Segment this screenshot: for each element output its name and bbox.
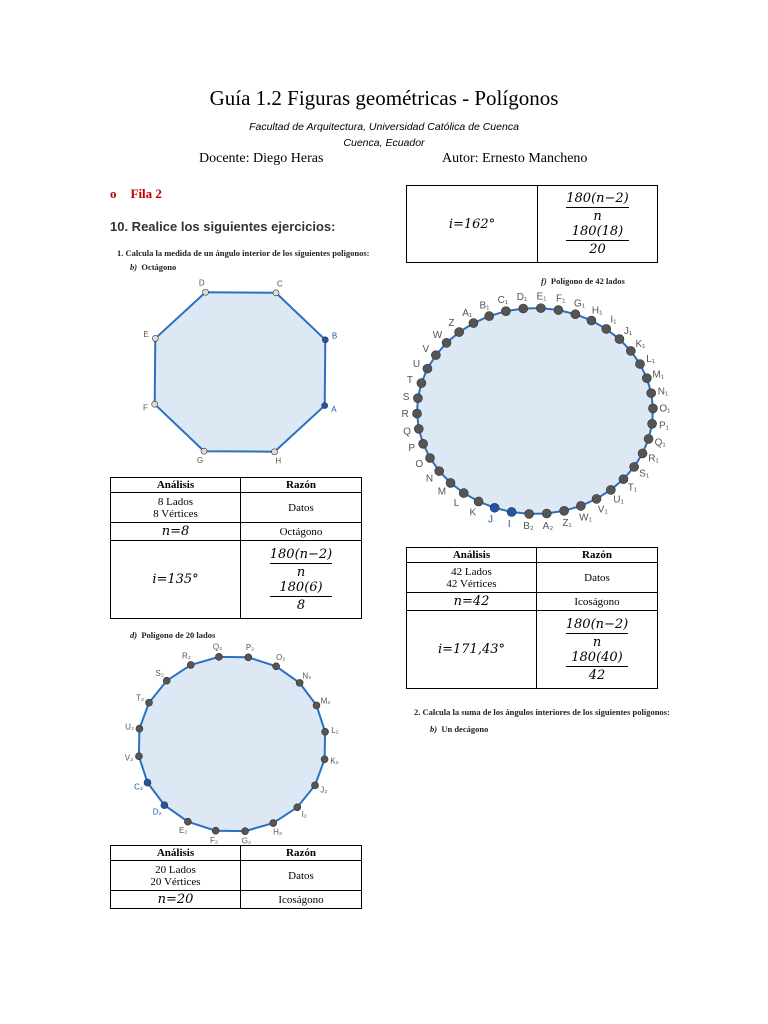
vertex-label: T₂ <box>136 693 145 703</box>
page-title: Guía 1.2 Figuras geométricas - Polígonos <box>209 86 559 110</box>
docente-label: Docente: Diego Heras <box>199 151 324 166</box>
vertex-label: G <box>197 456 204 466</box>
vertex-label: R <box>401 409 409 421</box>
vertex-point <box>161 802 168 809</box>
vertex-label: D₂ <box>152 807 162 817</box>
vertex-point <box>542 509 551 518</box>
vertex-point <box>146 699 153 706</box>
vertex-point <box>201 448 207 454</box>
formula: 180(n−2) n 180(40) 42 <box>565 616 629 683</box>
vertex-label: W₁ <box>579 512 592 524</box>
vertex-label: Z <box>448 318 455 330</box>
vertex-label: H₁ <box>591 305 603 317</box>
caption-text: Polígono de 20 lados <box>141 630 216 640</box>
vertex-label: O <box>415 458 424 470</box>
vertex-point <box>419 439 428 448</box>
vertex-label: O₁ <box>659 403 671 415</box>
vertex-label: I <box>507 519 511 531</box>
poly42-analysis-table <box>406 547 658 689</box>
vertex-point <box>587 316 596 325</box>
caption-letter: b) <box>430 724 438 734</box>
header-analisis: Análisis <box>407 548 537 563</box>
autor-label: Autor: Ernesto Mancheno <box>442 151 588 166</box>
vertex-point <box>413 394 422 403</box>
formula-cell <box>241 541 362 619</box>
vertex-label: J₂ <box>320 785 328 795</box>
vertex-label: G₁ <box>573 298 586 310</box>
vertex-label: B <box>331 331 338 341</box>
poly20-figure <box>124 642 354 846</box>
vertex-label: M₂ <box>320 696 331 706</box>
vertex-label: R₂ <box>181 651 191 661</box>
vertex-point <box>152 401 158 407</box>
vertex-label: A₂ <box>542 520 554 532</box>
vertex-point <box>152 335 158 341</box>
vertex-point <box>576 501 585 510</box>
vertex-label: P₂ <box>245 643 255 653</box>
vertex-label: I₁ <box>610 314 617 326</box>
caption-text: Polígono de 42 lados <box>550 276 625 286</box>
caption-letter: b) <box>130 262 138 272</box>
vertex-label: Z₁ <box>562 517 572 529</box>
vertex-label: K₂ <box>330 756 339 766</box>
vertex-label: T <box>406 375 413 387</box>
n-value: n=20 <box>111 891 241 909</box>
vertex-point <box>413 409 422 418</box>
vertex-point <box>212 827 219 834</box>
vertex-label: J₁ <box>623 326 633 338</box>
octagon-figure <box>120 270 350 475</box>
vertex-point <box>648 419 657 428</box>
header-analisis: Análisis <box>111 478 241 493</box>
institution-line-1: Facultad de Arquitectura, Universidad Católica de Cuenca <box>249 121 519 133</box>
vertex-point <box>446 478 455 487</box>
vertex-point <box>644 434 653 443</box>
vertex-label: N₂ <box>302 671 312 681</box>
header-razon: Razón <box>241 478 362 493</box>
vertex-point <box>501 307 510 316</box>
vertex-label: Q <box>403 426 411 438</box>
vertex-point <box>294 804 301 811</box>
vertex-point <box>273 663 280 670</box>
vertex-point <box>648 404 657 413</box>
vertex-point <box>554 306 563 315</box>
vertex-point <box>144 779 151 786</box>
caption-letter: d) <box>130 630 138 640</box>
vertex-label: O₂ <box>276 653 286 663</box>
vertex-point <box>455 328 464 337</box>
vertex-label: B₂ <box>523 521 534 533</box>
fila-heading <box>110 186 162 202</box>
vertex-label: N₁ <box>657 386 669 398</box>
caption-decagon <box>430 724 488 734</box>
vertex-point <box>638 449 647 458</box>
vertex-point <box>203 289 209 295</box>
exercise-heading: 10. Realice los siguientes ejercicios: <box>110 219 336 234</box>
vertex-label: V₂ <box>124 753 134 763</box>
vertex-point <box>273 290 279 296</box>
vertex-point <box>619 475 628 484</box>
vertex-label: A₁ <box>462 308 473 320</box>
vertex-point <box>322 403 328 409</box>
formula: 180(n−2) n 180(6) 8 <box>269 546 333 613</box>
vertex-label: K₁ <box>635 339 646 351</box>
angle-result: i=162° <box>407 186 538 263</box>
vertex-label: R₁ <box>648 453 659 465</box>
vertex-point <box>425 453 434 462</box>
lados-vertices-cell: 8 Lados 8 Vértices <box>111 493 241 523</box>
vertex-label: Q₁ <box>654 437 666 449</box>
fila-label: Fila 2 <box>130 186 162 201</box>
angle-result: i=135° <box>111 541 241 619</box>
vertex-label: C₁ <box>497 294 509 306</box>
vertex-label: C₂ <box>134 782 143 792</box>
vertex-label: W <box>432 330 443 342</box>
vertex-label: E <box>143 330 149 340</box>
vertex-point <box>187 661 194 668</box>
datos-cell: Datos <box>537 563 658 593</box>
vertex-point <box>215 653 222 660</box>
vertex-point <box>245 654 252 661</box>
vertex-point <box>442 338 451 347</box>
vertex-point <box>417 379 426 388</box>
vertex-point <box>602 324 611 333</box>
vertex-point <box>322 728 329 735</box>
vertex-label: U <box>412 359 421 371</box>
vertex-point <box>630 462 639 471</box>
caption-text: Un decágono <box>441 724 489 734</box>
vertex-label: Q₂ <box>212 642 223 652</box>
header-razon: Razón <box>537 548 658 563</box>
vertex-point <box>423 364 432 373</box>
vertex-label: C <box>276 279 283 289</box>
caption-poly42 <box>541 276 625 286</box>
n-value: n=8 <box>111 523 241 541</box>
vertex-label: E₂ <box>178 826 188 836</box>
vertex-label: D₁ <box>516 291 528 303</box>
vertex-point <box>507 507 516 516</box>
poly20-analysis-table <box>110 845 362 909</box>
vertex-point <box>435 467 444 476</box>
vertex-point <box>163 677 170 684</box>
vertex-label: M <box>437 486 447 498</box>
caption-poly20 <box>130 630 215 640</box>
vertex-label: D <box>198 278 205 288</box>
vertex-point <box>184 818 191 825</box>
vertex-point <box>560 506 569 515</box>
vertex-point <box>313 702 320 709</box>
angle-result: i=171,43° <box>407 611 537 689</box>
vertex-point <box>519 304 528 313</box>
vertex-point <box>490 503 499 512</box>
vertex-label: U₁ <box>613 494 624 506</box>
n-value: n=42 <box>407 593 537 611</box>
vertex-point <box>322 337 328 343</box>
vertex-point <box>242 828 249 835</box>
vertex-label: E₁ <box>536 291 547 303</box>
vertex-point <box>606 485 615 494</box>
vertex-label: P <box>408 442 416 454</box>
datos-cell: Datos <box>241 493 362 523</box>
figure-name: Octágono <box>241 523 362 541</box>
vertex-point <box>459 489 468 498</box>
vertex-point <box>474 497 483 506</box>
lados-vertices-cell: 20 Lados 20 Vértices <box>111 861 241 891</box>
vertex-label: J <box>488 514 494 526</box>
vertex-point <box>270 820 277 827</box>
caption-letter: f) <box>541 276 547 286</box>
vertex-point <box>469 319 478 328</box>
vertex-point <box>525 509 534 518</box>
vertex-label: V₁ <box>597 504 608 516</box>
vertex-label: L₁ <box>646 353 656 365</box>
vertex-label: F₁ <box>556 293 566 305</box>
header-razon: Razón <box>241 846 362 861</box>
lados-vertices-cell: 42 Lados 42 Vértices <box>407 563 537 593</box>
vertex-label: T₁ <box>627 482 638 494</box>
vertex-label: P₁ <box>658 420 670 432</box>
vertex-point <box>311 782 318 789</box>
vertex-point <box>135 753 142 760</box>
question-2: 2. Calcula la suma de los ángulos interiores de los siguientes polígonos: <box>414 707 670 717</box>
vertex-label: I₂ <box>301 810 307 820</box>
vertex-label: B₁ <box>479 300 490 312</box>
vertex-point <box>636 360 645 369</box>
formula-cell <box>538 186 658 263</box>
vertex-label: H <box>275 456 282 466</box>
top-right-formula-table <box>406 185 658 263</box>
question-1: 1. Calcula la medida de un ángulo interior de los siguientes polígonos: <box>117 248 370 258</box>
vertex-label: S <box>402 392 410 404</box>
vertex-label: F <box>142 403 148 413</box>
vertex-label: S₁ <box>639 468 650 480</box>
formula-cell <box>537 611 658 689</box>
vertex-label: M₁ <box>652 369 665 381</box>
vertex-label: S₂ <box>155 669 164 679</box>
vertex-label: A <box>331 405 337 415</box>
vertex-point <box>321 756 328 763</box>
vertex-label: L <box>453 498 460 510</box>
datos-cell: Datos <box>241 861 362 891</box>
vertex-label: L₂ <box>331 726 339 736</box>
vertex-label: V <box>422 343 430 355</box>
caption-text: Octágono <box>141 262 177 272</box>
figure-name: Icoságono <box>241 891 362 909</box>
vertex-label: K <box>469 507 477 519</box>
octagon-shape <box>155 292 326 451</box>
header-analisis: Análisis <box>111 846 241 861</box>
vertex-point <box>271 449 277 455</box>
figure-name: Icoságono <box>537 593 658 611</box>
vertex-label: U₂ <box>125 722 135 732</box>
vertex-label: H₂ <box>273 827 283 837</box>
vertex-point <box>647 389 656 398</box>
vertex-point <box>626 346 635 355</box>
vertex-point <box>414 424 423 433</box>
vertex-point <box>536 304 545 313</box>
octagon-analysis-table <box>110 477 362 619</box>
vertex-point <box>642 374 651 383</box>
poly42-figure <box>401 286 678 533</box>
institution-line-2: Cuenca, Ecuador <box>343 137 425 149</box>
vertex-point <box>431 351 440 360</box>
vertex-point <box>615 335 624 344</box>
vertex-point <box>136 725 143 732</box>
vertex-label: N <box>425 473 434 485</box>
vertex-label: G₂ <box>241 836 252 846</box>
vertex-point <box>592 494 601 503</box>
bullet-marker: o <box>110 186 117 201</box>
vertex-point <box>485 312 494 321</box>
vertex-point <box>571 310 580 319</box>
formula: 180(n−2) n 180(18) 20 <box>566 191 629 257</box>
vertex-label: F₂ <box>209 836 218 846</box>
